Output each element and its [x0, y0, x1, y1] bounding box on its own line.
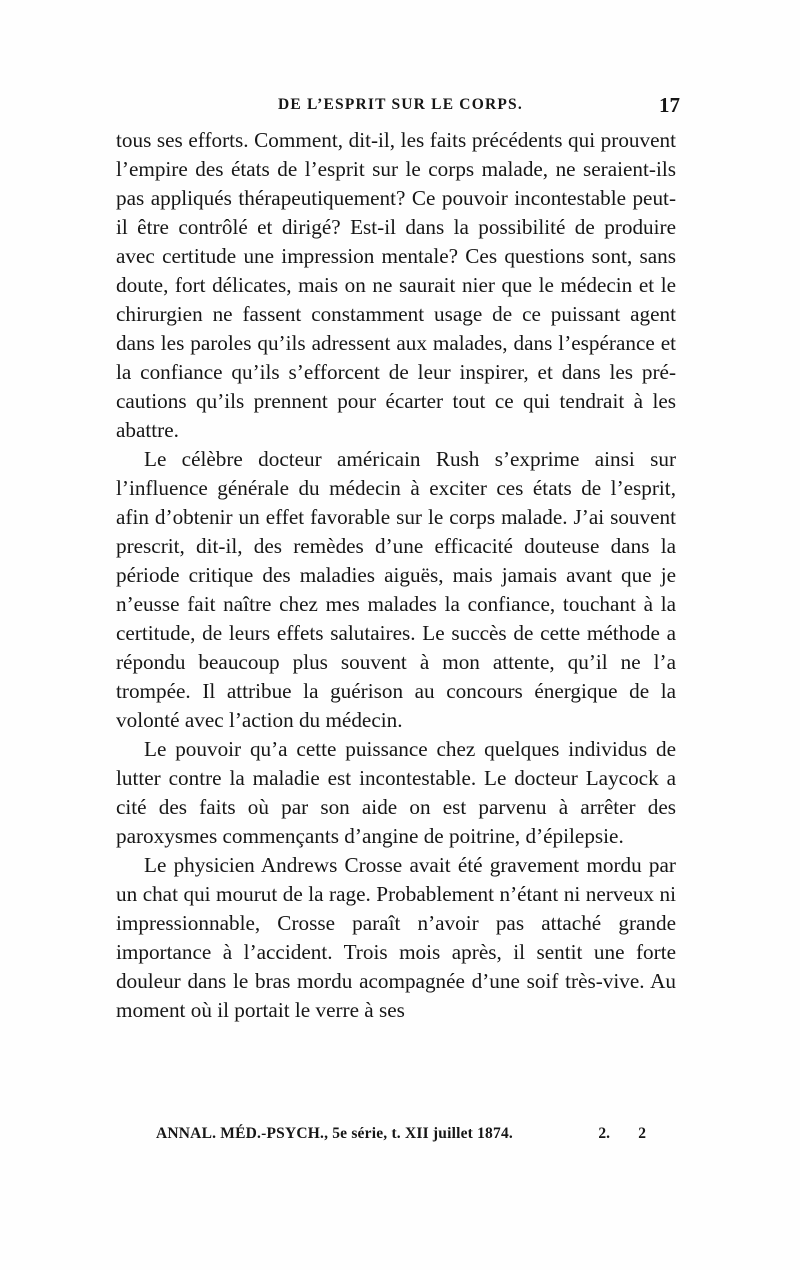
page-header — [128, 93, 680, 124]
page-footer — [156, 1125, 646, 1149]
running-title: DE L’ESPRIT SUR LE CORPS. — [278, 96, 523, 113]
footer-signature: ANNAL. MÉD.-PSYCH., 5e série, t. XII juillet 1874. — [156, 1125, 513, 1142]
body-text — [116, 126, 676, 1025]
paragraph-2: Le célèbre docteur américain Rush s’exprime ainsi sur l’influence générale du médecin à exciter ces états de l’esprit, afin d’obtenir un effet favorable sur le corps malade. J’ai souvent prescrit, dit-il, des remèdes d’une efficacité douteuse dans la période critique des maladies aiguës, mais jamais avant que je n’eusse fait naître chez mes malades la confiance, touchant à la certitude, de leurs effets salutaires. Le succès de cette méthode a répondu beaucoup plus souvent à mon attente, qu’il ne l’a trompée. Il attribue la guérison au concours énergique de la volonté avec l’action du médecin. — [116, 447, 676, 732]
paragraph-4: Le physicien Andrews Crosse avait été gravement mordu par un chat qui mourut de la rage. Probablement n’étant ni nerveux ni impressionnable, Crosse paraît n’avoir pas attaché grande importance à l’accident. Trois mois après, il sentit une forte douleur dans le bras mordu acompagnée d’une soif très-vive. Au moment où il portait le verre à ses — [116, 853, 676, 1022]
sheet-mark: 2. — [598, 1125, 610, 1142]
paragraph-1: tous ses efforts. Comment, dit-il, les faits précédents qui prouvent l’empire des états de l’esprit sur le corps malade, ne seraient-ils pas appliqués thérapeutiquement? Ce pouvoir incontestable peut-il être contrôlé et dirigé? Est-il dans la possibilité de produire avec certitude une impression mentale? Ces questions sont, sans doute, fort délicates, mais on ne saurait nier que le médecin et le chirurgien ne fassent constamment usage de ce puissant agent dans les paroles qu’ils adressent aux malades, dans l’espérance et la confiance qu’ils s’efforcent de leur inspirer, et dans les précautions qu’ils prennent pour écarter tout ce qui tendrait à les abattre. — [116, 128, 676, 442]
paragraph-3: Le pouvoir qu’a cette puissance chez quelques individus de lutter contre la maladie est incontestable. Le docteur Laycock a cité des faits où par son aide on est parvenu à arrêter des paroxysmes commençants d’angine de poitrine, d’épilepsie. — [116, 737, 676, 848]
page-number: 17 — [659, 93, 680, 117]
sheet-number: 2 — [638, 1125, 646, 1142]
